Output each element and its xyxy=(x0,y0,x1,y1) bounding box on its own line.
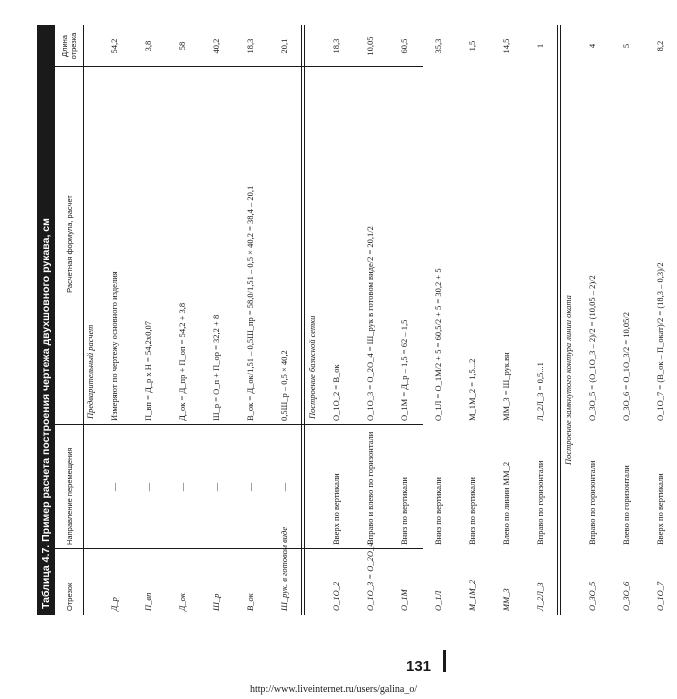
table-row xyxy=(165,25,199,615)
table-title: Таблица 4.7. Пример расчета построения чертежа двухшовного рукава, см xyxy=(37,25,55,615)
cell-formula: О_1М = Д_р – 1,5 = 62 – 1,5 xyxy=(399,319,409,421)
cell-formula: Ш_р = О_п + П_ор = 32,2 + 8 xyxy=(211,314,221,421)
table-row xyxy=(319,25,353,615)
cell-direction: — xyxy=(211,482,221,492)
cell-length: 18,3 xyxy=(331,38,341,54)
cell-direction: Влево по линии ММ_2 xyxy=(501,461,511,545)
cell-length: 1,5 xyxy=(467,40,477,52)
cell-length: 1 xyxy=(535,43,545,49)
cell-length: 4 xyxy=(587,43,597,49)
cell-direction: — xyxy=(245,482,255,492)
table-row xyxy=(489,25,523,615)
section-title: Построение замкнутого контура линии оката xyxy=(563,295,573,465)
table-row xyxy=(523,25,557,615)
table-row xyxy=(97,25,131,615)
cell-segment: М_1М_2 xyxy=(467,579,477,611)
cell-segment: О_1О_7 xyxy=(655,581,665,611)
section-rule xyxy=(557,25,558,615)
cell-segment: О_3О_6 xyxy=(621,581,631,611)
cell-length: 35,3 xyxy=(433,38,443,54)
table-row xyxy=(609,25,643,615)
table-header xyxy=(55,25,84,615)
table-row xyxy=(575,25,609,615)
cell-segment: Л_2Л_3 xyxy=(535,582,545,611)
cell-direction: — xyxy=(177,482,187,492)
rotated-table xyxy=(37,25,665,615)
cell-formula: Д_ок = Д_пр + П_оп = 54,2 + 3,8 xyxy=(177,302,187,421)
page-number-bar xyxy=(443,650,446,672)
cell-length: 58 xyxy=(177,41,187,51)
cell-segment: Ш_рук. в готовом виде xyxy=(279,526,289,611)
table-row xyxy=(353,25,387,615)
cell-length: 54,2 xyxy=(109,38,119,54)
watermark: http://www.liveinternet.ru/users/galina_o/ xyxy=(250,684,418,695)
section-rule xyxy=(301,25,302,615)
cell-formula: 0,5Ш_р – 0,5 × 40,2 xyxy=(279,350,289,421)
cell-segment: О_1М xyxy=(399,589,409,611)
cell-segment: Ш_р xyxy=(211,593,221,611)
cell-length: 3,8 xyxy=(143,40,153,52)
cell-direction: Вправо и влево по горизонтали xyxy=(365,431,375,545)
cell-length: 5 xyxy=(621,43,631,49)
cell-direction: Вправо по горизонтали xyxy=(587,460,597,545)
table-row xyxy=(387,25,421,615)
cell-length: 18,3 xyxy=(245,38,255,54)
cell-direction: Вниз по вертикали xyxy=(399,477,409,545)
cell-segment: В_ок xyxy=(245,593,255,611)
cell-direction: Влево по горизонтали xyxy=(621,465,631,545)
header-direction: Направление перемещения xyxy=(64,447,74,545)
table-row xyxy=(643,25,677,615)
cell-direction: Вправо по горизонтали xyxy=(535,460,545,545)
cell-direction: — xyxy=(279,482,289,492)
cell-formula: Л_2Л_3 = 0,5...1 xyxy=(535,362,545,421)
table-row xyxy=(233,25,267,615)
header-segment: Отрезок xyxy=(64,582,74,611)
cell-length: 10,05 xyxy=(365,36,375,56)
cell-formula: О_1О_2 = В_ок xyxy=(331,364,341,421)
cell-length: 8,2 xyxy=(655,40,665,52)
cell-formula: О_1О_3 = О_2О_4 = Ш_рук в готовом виде/2 = 20,1/2 xyxy=(365,226,375,421)
cell-formula: М_1М_2 = 1,5...2 xyxy=(467,358,477,421)
cell-formula: О_1Л = О_1М/2 + 5 = 60,5/2 + 5 = 30,2 + 5 xyxy=(433,268,443,421)
table-row xyxy=(199,25,233,615)
header-length: Длина отрезка xyxy=(60,32,78,60)
cell-segment: ММ_3 xyxy=(501,588,511,611)
cell-segment: О_1О_2 xyxy=(331,581,341,611)
table-row xyxy=(421,25,455,615)
cell-length: 40,2 xyxy=(211,38,221,54)
cell-direction: Вниз по вертикали xyxy=(433,477,443,545)
cell-formula: О_3О_6 = О_1О_3/2 = 10,05/2 xyxy=(621,312,631,421)
cell-segment: О_1Л xyxy=(433,590,443,611)
cell-formula: О_3О_5 = (О_1О_3 – 2)/2 = (10,05 – 2)/2 xyxy=(587,275,597,421)
table-row xyxy=(455,25,489,615)
cell-length: 60,5 xyxy=(399,38,409,54)
table-row xyxy=(267,25,301,615)
cell-length: 20,1 xyxy=(279,38,289,54)
cell-segment: Д_ок xyxy=(177,593,187,611)
section-title: Предварительный расчет xyxy=(85,324,95,419)
cell-direction: Вверх по вертикали xyxy=(331,473,341,545)
section-title: Построение базисной сетки xyxy=(307,315,317,419)
cell-direction: Вверх по вертикали xyxy=(655,473,665,545)
cell-length: 14,5 xyxy=(501,38,511,54)
cell-formula: О_1О_7 = (В_ок – П_окат)/2 = (18,3 – 0,3)/2 xyxy=(655,262,665,421)
cell-segment: П_вп xyxy=(143,592,153,611)
cell-segment: О_3О_5 xyxy=(587,581,597,611)
cell-segment: Д_р xyxy=(109,597,119,611)
cell-direction: — xyxy=(143,482,153,492)
cell-direction: Вниз по вертикали xyxy=(467,477,477,545)
cell-formula: Измеряют по чертежу основного изделия xyxy=(109,271,119,421)
cell-segment: О_1О_3 = О_2О_4 xyxy=(365,542,375,611)
cell-formula: В_ок = Д_ок/1,51 – 0,5Ш_пр = 58,0/1,51 – 0,5 × 40,2 = 38,4 – 20,1 xyxy=(245,185,255,421)
cell-direction: — xyxy=(109,482,119,492)
page-number: 131 xyxy=(406,658,432,675)
cell-formula: П_вп = Д_р х Н = 54,2х0,07 xyxy=(143,321,153,421)
header-formula: Расчетная формула, расчет xyxy=(64,195,74,293)
table-row xyxy=(131,25,165,615)
cell-formula: ММ_3 = Ш_рук.вн xyxy=(501,352,511,421)
